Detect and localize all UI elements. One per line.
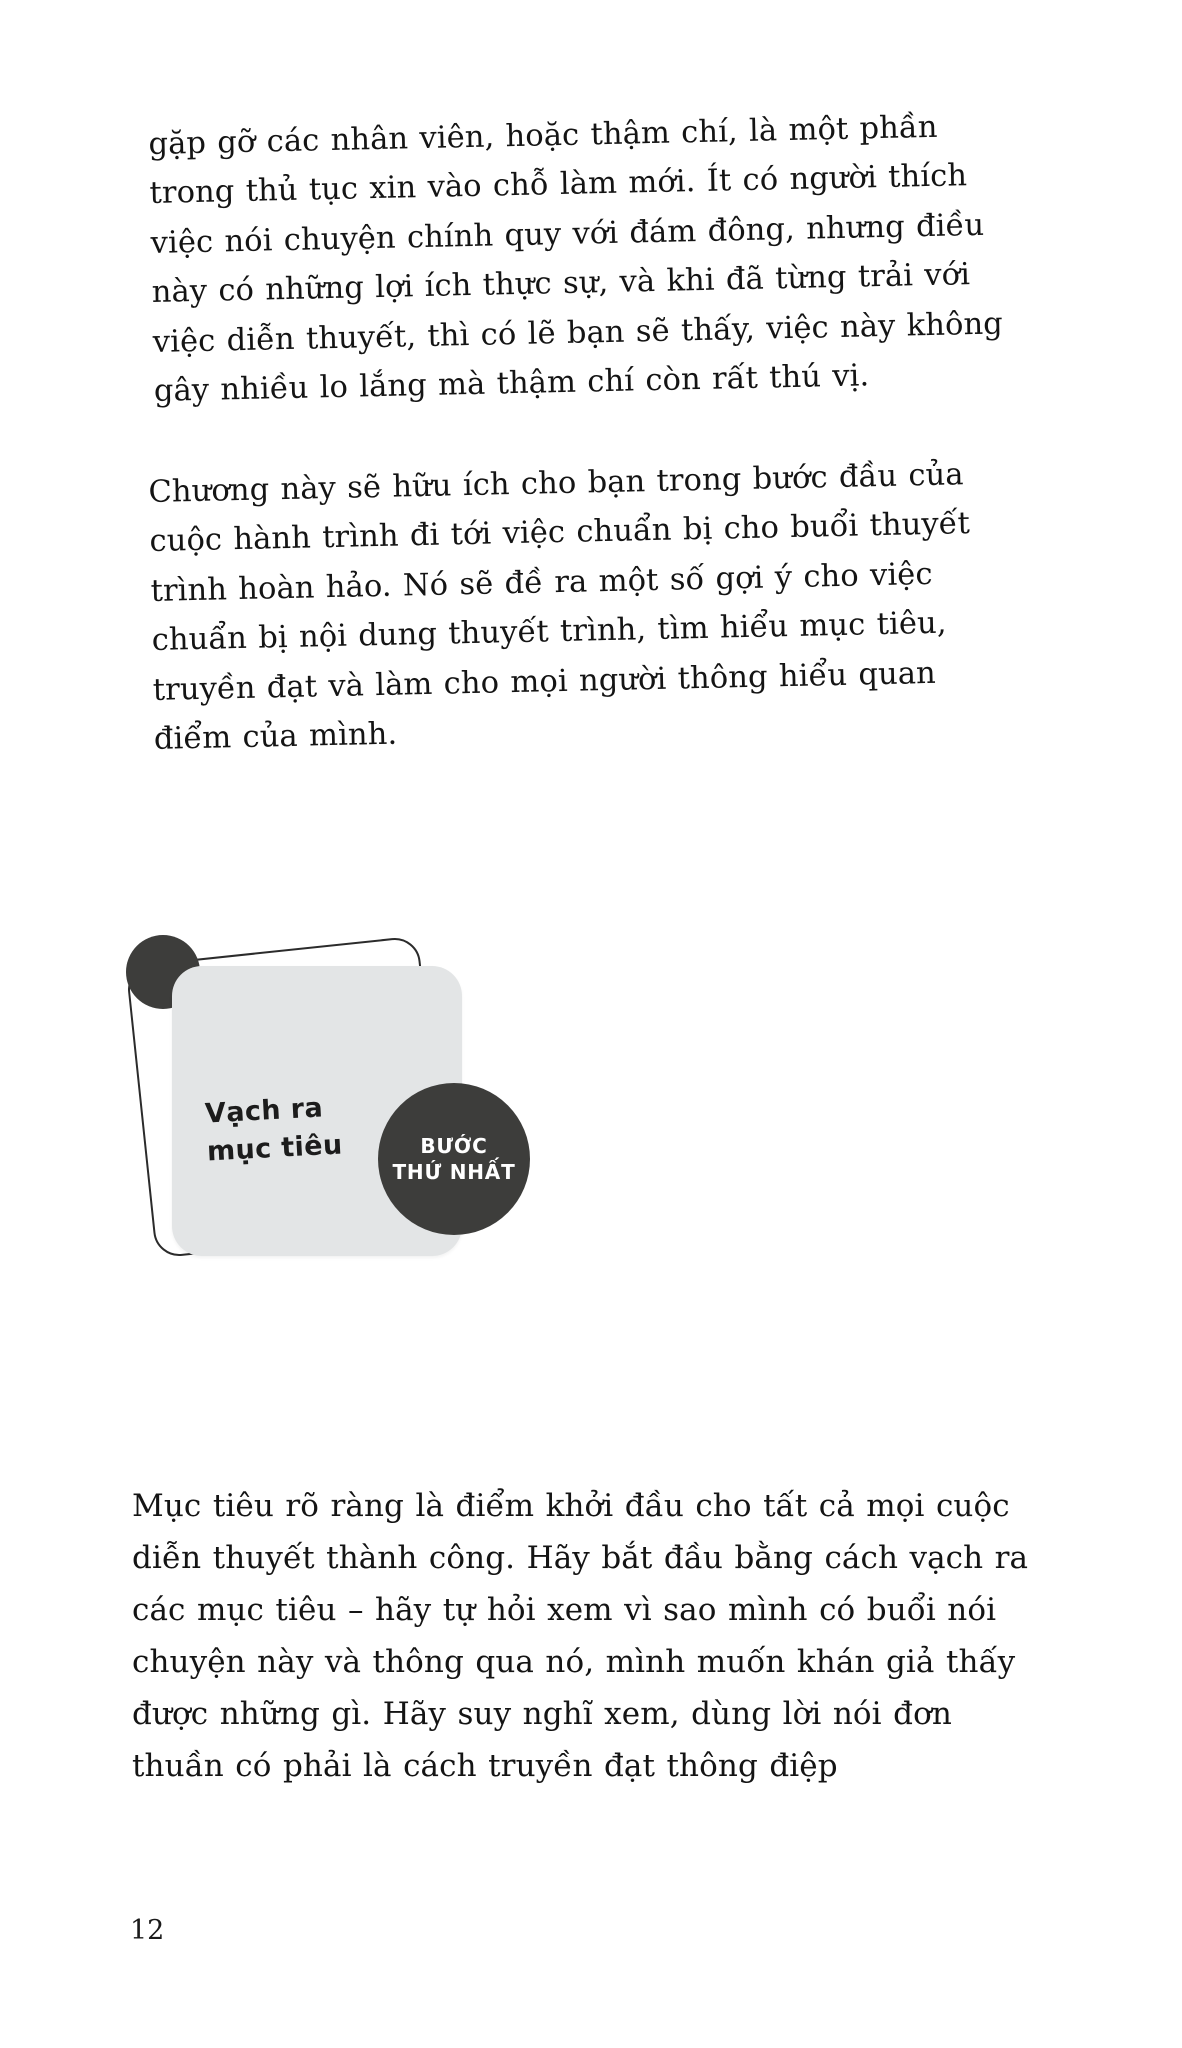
card-label — [204, 1089, 343, 1173]
step-badge-line-1: BƯỚC — [420, 1134, 488, 1158]
step-badge — [378, 1083, 530, 1235]
card-label-line-2: mục tiêu — [206, 1129, 344, 1168]
paragraph-2: Chương này sẽ hữu ích cho bạn trong bước đầu của cuộc hành trình đi tới việc chuẩn bị cho buổi thuyết trình hoàn hảo. Nó sẽ đề ra một số gợi ý cho việc chuẩn bị nội dung thuyết trình, tìm hiểu mục tiêu, truyền đạt và làm cho mọi người thông hiểu quan điểm của mình. — [148, 457, 971, 758]
step-badge-line-2: THỨ NHẤT — [392, 1160, 516, 1184]
card-label-line-1: Vạch ra — [204, 1092, 324, 1130]
page-number: 12 — [130, 1915, 165, 1946]
page-body-text — [148, 109, 1048, 809]
paragraph-3: Mục tiêu rõ ràng là điểm khởi đầu cho tất cả mọi cuộc diễn thuyết thành công. Hãy bắt đầu bằng cách vạch ra các mục tiêu – hãy tự hỏi xem vì sao mình có buổi nói chuyện này và thông qua nó, mình muốn khán giả thấy được những gì. Hãy suy nghĩ xem, dùng lời nói đơn thuần có phải là cách truyền đạt thông điệp — [132, 1488, 1029, 1785]
paragraph-1: gặp gỡ các nhân viên, hoặc thậm chí, là một phần trong thủ tục xin vào chỗ làm mới. Ít có người thích việc nói chuyện chính quy với đám đông, nhưng điều này có những lợi ích thực sự, và khi đã từng trải với việc diễn thuyết, thì có lẽ bạn sẽ thấy, việc này không gây nhiều lo lắng mà thậm chí còn rất thú vị. — [148, 109, 1004, 409]
step-one-illustration — [120, 930, 640, 1330]
